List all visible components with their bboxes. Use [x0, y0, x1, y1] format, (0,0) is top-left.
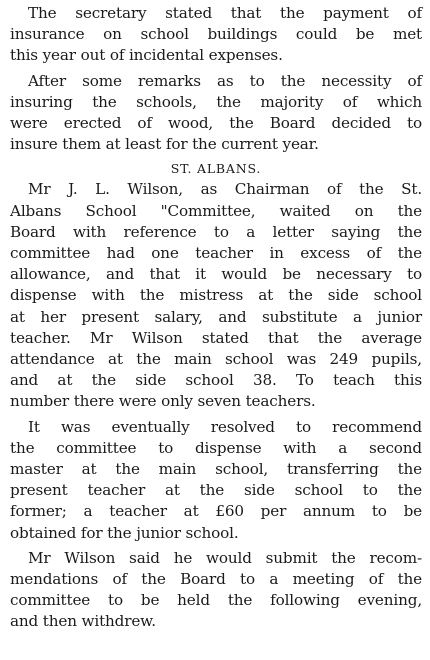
paragraph-resolution [10, 417, 422, 544]
text-line: present teacher at the side school to the [10, 481, 422, 500]
text-line: committee to be held the following evening, [10, 591, 422, 610]
text-line: the committee to dispense with a second [10, 438, 422, 457]
text-line: were erected of wood, the Board decided to [10, 114, 422, 133]
text-line: and at the side school 38. To teach this [10, 371, 422, 390]
text-line: Mr Wilson said he would submit the recom- [28, 548, 422, 567]
text-line: Board with reference to a letter saying the [10, 222, 422, 241]
text-line: this year out of incidental expenses. [10, 46, 283, 65]
text-line: mendations of the Board to a meeting of the [10, 570, 422, 589]
text-line: Mr J. L. Wilson, as Chairman of the St. [28, 180, 422, 199]
text-line: insuring the schools, the majority of which [10, 92, 422, 111]
text-line: dispense with the mistress at the side school [10, 286, 422, 305]
text-line: insurance on school buildings could be met [10, 25, 422, 44]
text-line: obtained for the junior school. [10, 523, 239, 542]
text-line: master at the main school, transferring the [10, 460, 422, 479]
text-line: at her present salary, and substitute a junior [10, 307, 422, 326]
text-line: number there were only seven teachers. [10, 392, 316, 411]
paragraph-insure-schools [10, 71, 422, 156]
text-line: The secretary stated that the payment of [28, 4, 422, 22]
paragraph-wilson-committee [10, 179, 422, 412]
text-line: committee had one teacher in excess of the [10, 244, 422, 263]
text-line: and then withdrew. [10, 612, 156, 631]
text-line: insure them at least for the current year. [10, 135, 319, 154]
section-heading-st-albans: ST. ALBANS. [170, 161, 262, 177]
text-line: Albans School "Committee, waited on the [10, 201, 422, 220]
text-line: teacher. Mr Wilson stated that the average [10, 328, 422, 347]
text-line: allowance, and that it would be necessary to [10, 265, 422, 284]
paragraph-insurance-payment [10, 3, 422, 67]
paragraph-wilson-withdrew [10, 548, 422, 633]
text-line: After some remarks as to the necessity of [28, 71, 422, 90]
text-line: It was eventually resolved to recommend [28, 417, 422, 436]
text-line: attendance at the main school was 249 pupils, [10, 350, 422, 369]
text-line: former; a teacher at £60 per annum to be [10, 502, 422, 521]
newspaper-column [10, 3, 422, 637]
